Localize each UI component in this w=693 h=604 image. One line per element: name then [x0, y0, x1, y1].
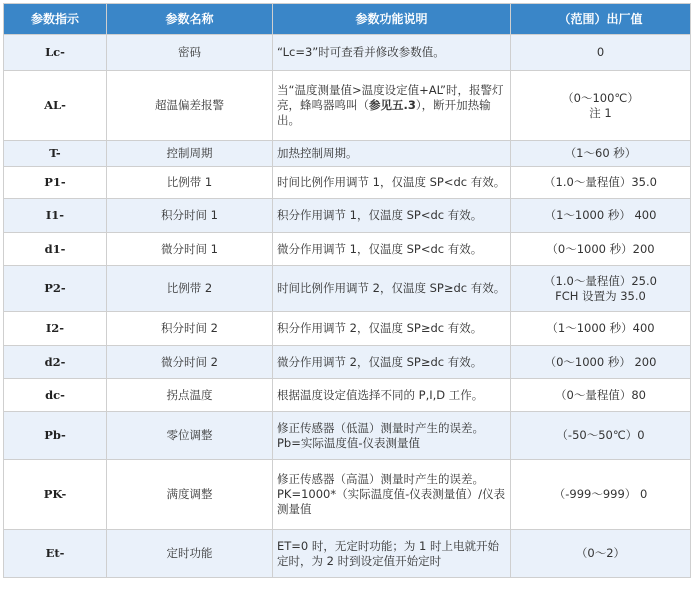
param-range	[511, 35, 691, 71]
param-desc: 修正传感器（高温）测量时产生的误差。PK=1000*（实际温度值-仪表测量值）/仪表测量值	[273, 460, 511, 530]
param-range	[511, 167, 691, 199]
param-name: 控制周期	[107, 141, 273, 167]
param-name: 满度调整	[107, 460, 273, 530]
param-name: 微分时间 2	[107, 346, 273, 379]
range-line: （0～1000 秒） 200	[544, 354, 657, 369]
param-range	[511, 233, 691, 266]
range-note: 注 1	[589, 105, 612, 120]
param-desc: “Lc=3”时可查看并修改参数值。	[273, 35, 511, 71]
param-name: 积分时间 2	[107, 312, 273, 346]
param-range	[511, 460, 691, 530]
param-desc: 加热控制周期。	[273, 141, 511, 167]
param-desc	[273, 71, 511, 141]
table-row	[4, 167, 691, 199]
range-line: （0～100℃）	[562, 90, 639, 105]
desc-part: ），断开加热输出。	[277, 98, 491, 127]
header-name: 参数名称	[107, 4, 273, 35]
param-name: 拐点温度	[107, 379, 273, 412]
range-line: （1～1000 秒） 400	[544, 208, 657, 222]
table-row	[4, 199, 691, 233]
range-line: （1～60 秒）	[564, 146, 637, 160]
table-row	[4, 141, 691, 167]
table-row	[4, 460, 691, 530]
desc-reference: 参见五.3	[369, 98, 416, 112]
param-name: 比例带 2	[107, 266, 273, 312]
range-line: （0～量程值）80	[555, 387, 646, 402]
param-code: I1-	[4, 199, 107, 233]
header-row	[4, 4, 691, 35]
param-range	[511, 346, 691, 379]
header-code: 参数指示	[4, 4, 107, 35]
range-line: （-50～50℃）0	[556, 428, 645, 442]
table-row	[4, 71, 691, 141]
param-code: P2-	[4, 266, 107, 312]
param-range	[511, 412, 691, 460]
param-name: 微分时间 1	[107, 233, 273, 266]
param-desc: 时间比例作用调节 1，仅温度 SP<dc 有效。	[273, 167, 511, 199]
param-name: 比例带 1	[107, 167, 273, 199]
param-range	[511, 312, 691, 346]
table-row	[4, 233, 691, 266]
param-code: d1-	[4, 233, 107, 266]
range-note: FCH 设置为 35.0	[555, 288, 646, 303]
param-code: T-	[4, 141, 107, 167]
param-desc: 根据温度设定值选择不同的 P,I,D 工作。	[273, 379, 511, 412]
table-row	[4, 346, 691, 379]
param-desc: 积分作用调节 1，仅温度 SP<dc 有效。	[273, 199, 511, 233]
param-range	[511, 266, 691, 312]
param-name: 超温偏差报警	[107, 71, 273, 141]
param-name: 积分时间 1	[107, 199, 273, 233]
param-range	[511, 199, 691, 233]
param-range	[511, 530, 691, 578]
range-line: （1～1000 秒）400	[546, 321, 655, 335]
range-line: （0～1000 秒）200	[546, 241, 655, 256]
param-desc: 微分作用调节 2，仅温度 SP≥dc 有效。	[273, 346, 511, 379]
param-desc: 微分作用调节 1，仅温度 SP<dc 有效。	[273, 233, 511, 266]
param-name: 零位调整	[107, 412, 273, 460]
header-desc: 参数功能说明	[273, 4, 511, 35]
param-code: d2-	[4, 346, 107, 379]
param-code: I2-	[4, 312, 107, 346]
param-desc: 积分作用调节 2，仅温度 SP≥dc 有效。	[273, 312, 511, 346]
table-row	[4, 312, 691, 346]
param-desc: 时间比例作用调节 2，仅温度 SP≥dc 有效。	[273, 266, 511, 312]
param-code: dc-	[4, 379, 107, 412]
param-code: Pb-	[4, 412, 107, 460]
param-name: 密码	[107, 35, 273, 71]
table-row	[4, 412, 691, 460]
param-range	[511, 71, 691, 141]
table-row	[4, 379, 691, 412]
table-row	[4, 266, 691, 312]
param-code: Lc-	[4, 35, 107, 71]
param-code: PK-	[4, 460, 107, 530]
table-row	[4, 530, 691, 578]
header-range: （范围）出厂值	[511, 4, 691, 35]
param-name: 定时功能	[107, 530, 273, 578]
param-desc: 修正传感器（低温）测量时产生的误差。Pb=实际温度值-仪表测量值	[273, 412, 511, 460]
parameter-table	[3, 3, 691, 578]
param-code: Et-	[4, 530, 107, 578]
param-code: AL-	[4, 71, 107, 141]
range-line: （-999～999） 0	[553, 487, 648, 501]
param-desc: ET=0 时，无定时功能；为 1 时上电就开始定时，为 2 时到设定值开始定时	[273, 530, 511, 578]
param-code: P1-	[4, 167, 107, 199]
param-range	[511, 141, 691, 167]
param-range	[511, 379, 691, 412]
range-line: 0	[596, 45, 605, 59]
desc-part: 当“温度测量值>温度设定值+AL”时，报警灯亮，蜂鸣器鸣叫（	[277, 83, 504, 112]
range-line: （1.0～量程值）25.0	[544, 273, 657, 288]
range-line: （1.0～量程值）35.0	[544, 175, 657, 189]
table-row	[4, 35, 691, 71]
range-line: （0～2）	[575, 546, 626, 560]
